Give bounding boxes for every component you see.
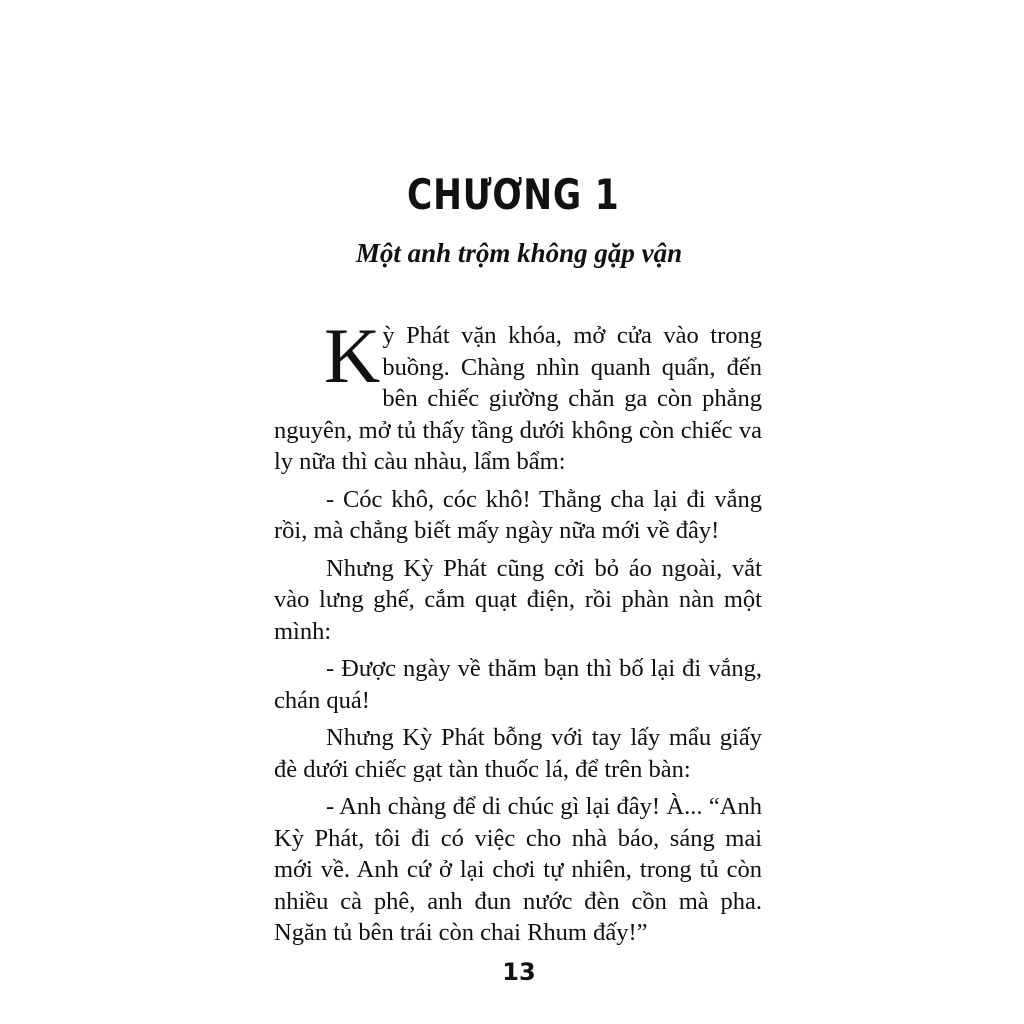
chapter-title: CHƯƠNG 1 [406, 170, 620, 219]
chapter-body [274, 312, 762, 955]
paragraph-2: - Cóc khô, cóc khô! Thằng cha lại đi vắng rồi, mà chẳng biết mấy ngày nữa mới về đây! [274, 485, 762, 544]
chapter-subtitle: Một anh trộm không gặp vận [355, 238, 683, 268]
page-number: 13 [502, 958, 536, 986]
drop-cap: K [324, 312, 381, 399]
paragraph-6: - Anh chàng để di chúc gì lại đây! À... “Anh Kỳ Phát, tôi đi có việc cho nhà báo, sáng mai mới về. Anh cứ ở lại chơi tự nhiên, trong tủ còn nhiều cà phê, anh đun nước đèn cồn mà pha. Ngăn tủ bên trái còn chai Rhum đấy!” [274, 793, 762, 946]
paragraph-1 [274, 312, 762, 478]
paragraph-4: - Được ngày về thăm bạn thì bố lại đi vắng, chán quá! [274, 655, 762, 714]
paragraph-5: Nhưng Kỳ Phát bỗng với tay lấy mẩu giấy đè dưới chiếc gạt tàn thuốc lá, để trên bàn: [274, 724, 762, 783]
paragraph-3: Nhưng Kỳ Phát cũng cởi bỏ áo ngoài, vắt vào lưng ghế, cắm quạt điện, rồi phàn nàn một mình: [274, 554, 762, 645]
paragraph-1-text: ỳ Phát vặn khóa, mở cửa vào trong buồng. Chàng nhìn quanh quẩn, đến bên chiếc giường chăn ga còn phẳng nguyên, mở tủ thấy tầng dưới không còn chiếc va ly nữa thì càu nhàu, lẩm bẩm: [274, 322, 762, 475]
